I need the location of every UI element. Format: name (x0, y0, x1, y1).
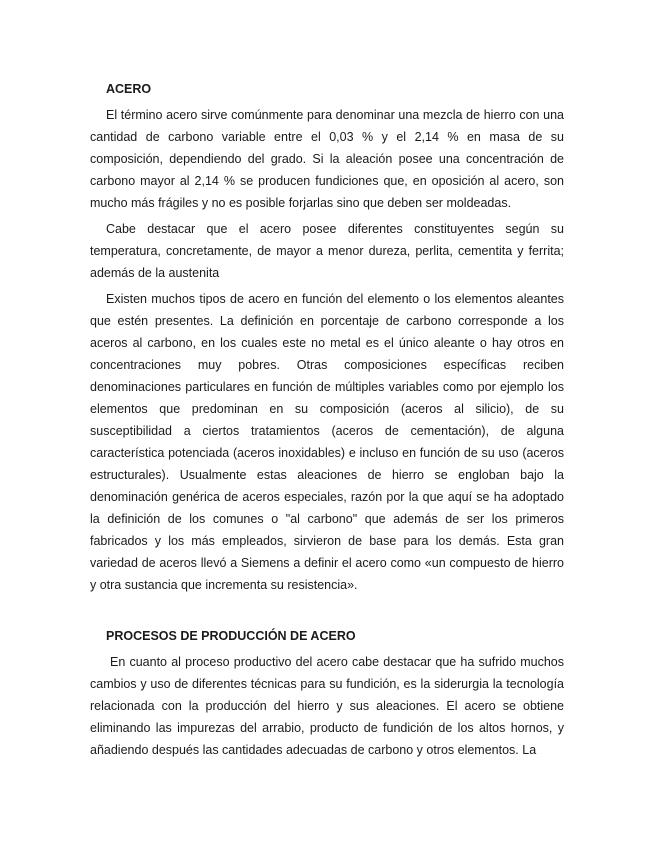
paragraph: Cabe destacar que el acero posee diferentes constituyentes según su temperatura, concretamente, de mayor a menor dureza, perlita, cementita y ferrita; además de la austenita (90, 222, 564, 280)
paragraph: El término acero sirve comúnmente para denominar una mezcla de hierro con una cantidad de carbono variable entre el 0,03 % y el 2,14 % en masa de su composición, dependiendo del grado. Si la aleación posee una concentración de carbono mayor al 2,14 % se producen fundiciones que, en oposición al acero, son mucho más frágiles y no es posible forjarlas sino que deben ser moldeadas. (90, 108, 564, 210)
paragraph: En cuanto al proceso productivo del acero cabe destacar que ha sufrido muchos cambios y uso de diferentes técnicas para su fundición, es la siderurgia la tecnología relacionada con la producción del hierro y sus aleaciones. El acero se obtiene eliminando las impurezas del arrabio, producto de fundición de los altos hornos, y añadiendo después las cantidades adecuadas de carbono y otros elementos. La (90, 655, 564, 757)
section-heading: ACERO (106, 82, 152, 96)
section-heading: PROCESOS DE PRODUCCIÓN DE ACERO (106, 629, 356, 643)
paragraph: Existen muchos tipos de acero en función del elemento o los elementos aleantes que estén presentes. La definición en porcentaje de carbono corresponde a los aceros al carbono, en los cuales este no metal es el único aleante o hay otros en concentraciones muy pobres. Otras composiciones específicas reciben denominaciones particulares en función de múltiples variables como por ejemplo los elementos que predominan en su composición (aceros al silicio), de su susceptibilidad a ciertos tratamientos (aceros de cementación), de alguna característica potenciada (aceros inoxidables) e incluso en función de su uso (aceros estructurales). Usualmente estas aleaciones de hierro se engloban bajo la denominación genérica de aceros especiales, razón por la que aquí se ha adoptado la definición de los comunes o "al carbono" que además de ser los primeros fabricados y los más empleados, sirvieron de base para los demás. Esta gran variedad de aceros llevó a Siemens a definir el acero como «un compuesto de hierro y otra sustancia que incrementa su resistencia». (90, 292, 564, 592)
section-procesos-produccion (90, 627, 564, 765)
section-acero (90, 80, 564, 600)
